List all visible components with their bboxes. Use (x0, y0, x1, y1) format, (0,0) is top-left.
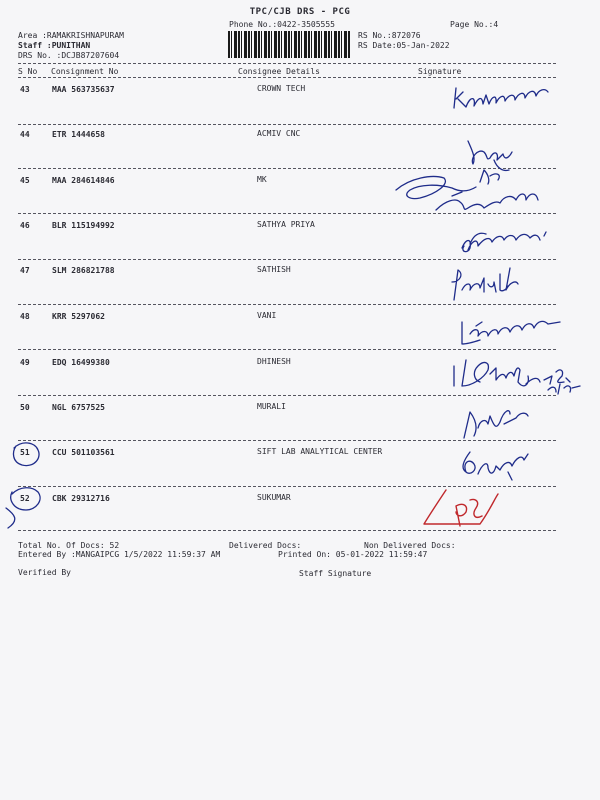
barcode (228, 31, 350, 58)
signature-row-48 (462, 321, 560, 344)
row-consignment-no: CBK 29312716 (52, 494, 110, 503)
drs-number: DRS No. :DCJB87207604 (18, 51, 120, 60)
row-consignment-no: MAA 284614846 (52, 176, 115, 185)
row-sno: 52 (20, 494, 30, 503)
row-divider (18, 124, 556, 125)
column-header-consignment: Consignment No (51, 67, 119, 76)
row-divider (18, 304, 556, 305)
row-divider (18, 440, 556, 441)
phone-number: Phone No.:0422-3505555 (229, 20, 335, 29)
signature-row-43 (454, 88, 548, 108)
row-consignee: ACMIV CNC (257, 129, 301, 138)
row-consignee: SUKUMAR (257, 493, 291, 502)
row-consignee: SATHYA PRIYA (257, 220, 315, 229)
column-header-signature: Signature (418, 67, 462, 76)
row-sno: 49 (20, 358, 30, 367)
row-consignment-no: SLM 286821788 (52, 266, 115, 275)
signature-row-46 (462, 232, 546, 252)
rs-date: RS Date:05-Jan-2022 (358, 41, 450, 50)
row-divider (18, 349, 556, 350)
row-consignment-no: CCU 501103561 (52, 448, 115, 457)
row-divider (18, 486, 556, 487)
row-sno: 46 (20, 221, 30, 230)
row-consignment-no: MAA 563735637 (52, 85, 115, 94)
total-docs: Total No. Of Docs: 52 (18, 541, 120, 550)
delivered-docs: Delivered Docs: (229, 541, 302, 550)
signature-row-50 (464, 411, 528, 438)
row-divider (18, 213, 556, 214)
row-sno: 44 (20, 130, 30, 139)
row-consignee: SIFT LAB ANALYTICAL CENTER (257, 447, 383, 456)
row-sno: 43 (20, 85, 30, 94)
row-consignee: SATHISH (257, 265, 291, 274)
row-consignment-no: ETR 1444658 (52, 130, 105, 139)
row-consignment-no: KRR 5297062 (52, 312, 105, 321)
row-consignee: CROWN TECH (257, 84, 306, 93)
rs-number: RS No.:872076 (358, 31, 421, 40)
row-consignment-no: EDQ 16499380 (52, 358, 110, 367)
row-sno: 45 (20, 176, 30, 185)
column-header-sno: S No (18, 67, 38, 76)
row-consignment-no: BLR 115194992 (52, 221, 115, 230)
row-consignee: DHINESH (257, 357, 291, 366)
row-divider (18, 530, 556, 531)
area-field: Area :RAMAKRISHNAPURAM (18, 31, 124, 40)
entered-by: Entered By :MANGAIPCG 1/5/2022 11:59:37 AM (18, 550, 221, 559)
row-divider (18, 168, 556, 169)
staff-signature-label: Staff Signature (299, 569, 372, 578)
row-sno: 48 (20, 312, 30, 321)
signature-row-47 (452, 268, 518, 300)
row-consignment-no: NGL 6757525 (52, 403, 105, 412)
row-consignee: MK (257, 175, 267, 184)
page-number: Page No.:4 (450, 20, 499, 29)
signature-row-45 (396, 170, 538, 210)
row-sno: 47 (20, 266, 30, 275)
row-divider (18, 395, 556, 396)
row-consignee: MURALI (257, 402, 286, 411)
non-delivered-docs: Non Delivered Docs: (364, 541, 456, 550)
verified-by-label: Verified By (18, 568, 71, 577)
divider (18, 63, 556, 64)
row-sno: 50 (20, 403, 30, 412)
row-divider (18, 259, 556, 260)
signature-row-49 (454, 360, 580, 394)
signature-row-52 (424, 490, 498, 526)
staff-field: Staff :PUNITHAN (18, 41, 91, 50)
document-title: TPC/CJB DRS - PCG (249, 7, 351, 17)
printed-on: Printed On: 05-01-2022 11:59:47 (278, 550, 428, 559)
row-consignee: VANI (257, 311, 277, 320)
column-header-consignee: Consignee Details (238, 67, 320, 76)
signature-row-44 (468, 141, 512, 171)
divider (18, 77, 556, 78)
row-sno: 51 (20, 448, 30, 457)
signature-row-51 (463, 452, 528, 480)
